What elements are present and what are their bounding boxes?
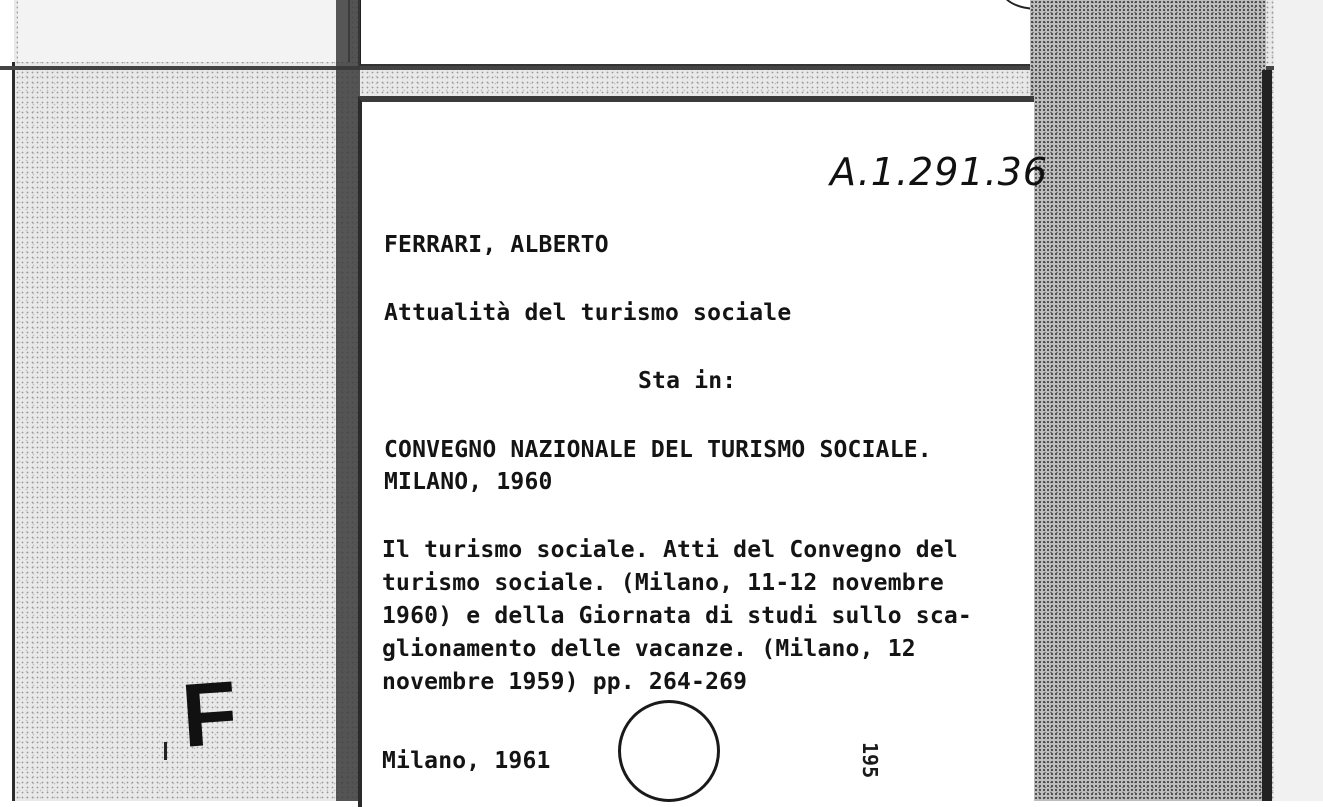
- description-line: turismo sociale. (Milano, 11-12 novembre: [382, 570, 944, 596]
- left-edge-line: [12, 62, 15, 801]
- convegno-line: MILANO, 1960: [384, 469, 553, 495]
- vertical-number: 195: [858, 742, 882, 779]
- card-shadow-column: [336, 0, 360, 801]
- shelfmark: A.1.291.36: [830, 150, 1048, 194]
- far-right-margin: [1274, 0, 1323, 801]
- right-edge-bar: [1262, 70, 1272, 801]
- sta-in-label: Sta in:: [638, 368, 737, 394]
- circle-stamp: [618, 700, 720, 802]
- description-line: 1960) e della Giornata di studi sullo sca-: [382, 603, 972, 629]
- description-line: glionamento delle vacanze. (Milano, 12: [382, 636, 916, 662]
- previous-card-edge: [358, 0, 1040, 66]
- catalogue-card: [358, 96, 1048, 807]
- pencil-tick: [164, 742, 167, 760]
- index-letter: F: [178, 663, 241, 767]
- convegno-heading: [384, 434, 932, 498]
- description: [382, 534, 972, 699]
- convegno-line: CONVEGNO NAZIONALE DEL TURISMO SOCIALE.: [384, 437, 932, 463]
- description-line: novembre 1959) pp. 264-269: [382, 669, 748, 695]
- description-line: Il turismo sociale. Atti del Convegno del: [382, 537, 958, 563]
- top-left-panel: [18, 0, 350, 62]
- work-title: Attualità del turismo sociale: [384, 300, 792, 326]
- right-grain-area: [1030, 0, 1266, 801]
- imprint: Milano, 1961: [382, 748, 551, 774]
- author: FERRARI, ALBERTO: [384, 232, 609, 258]
